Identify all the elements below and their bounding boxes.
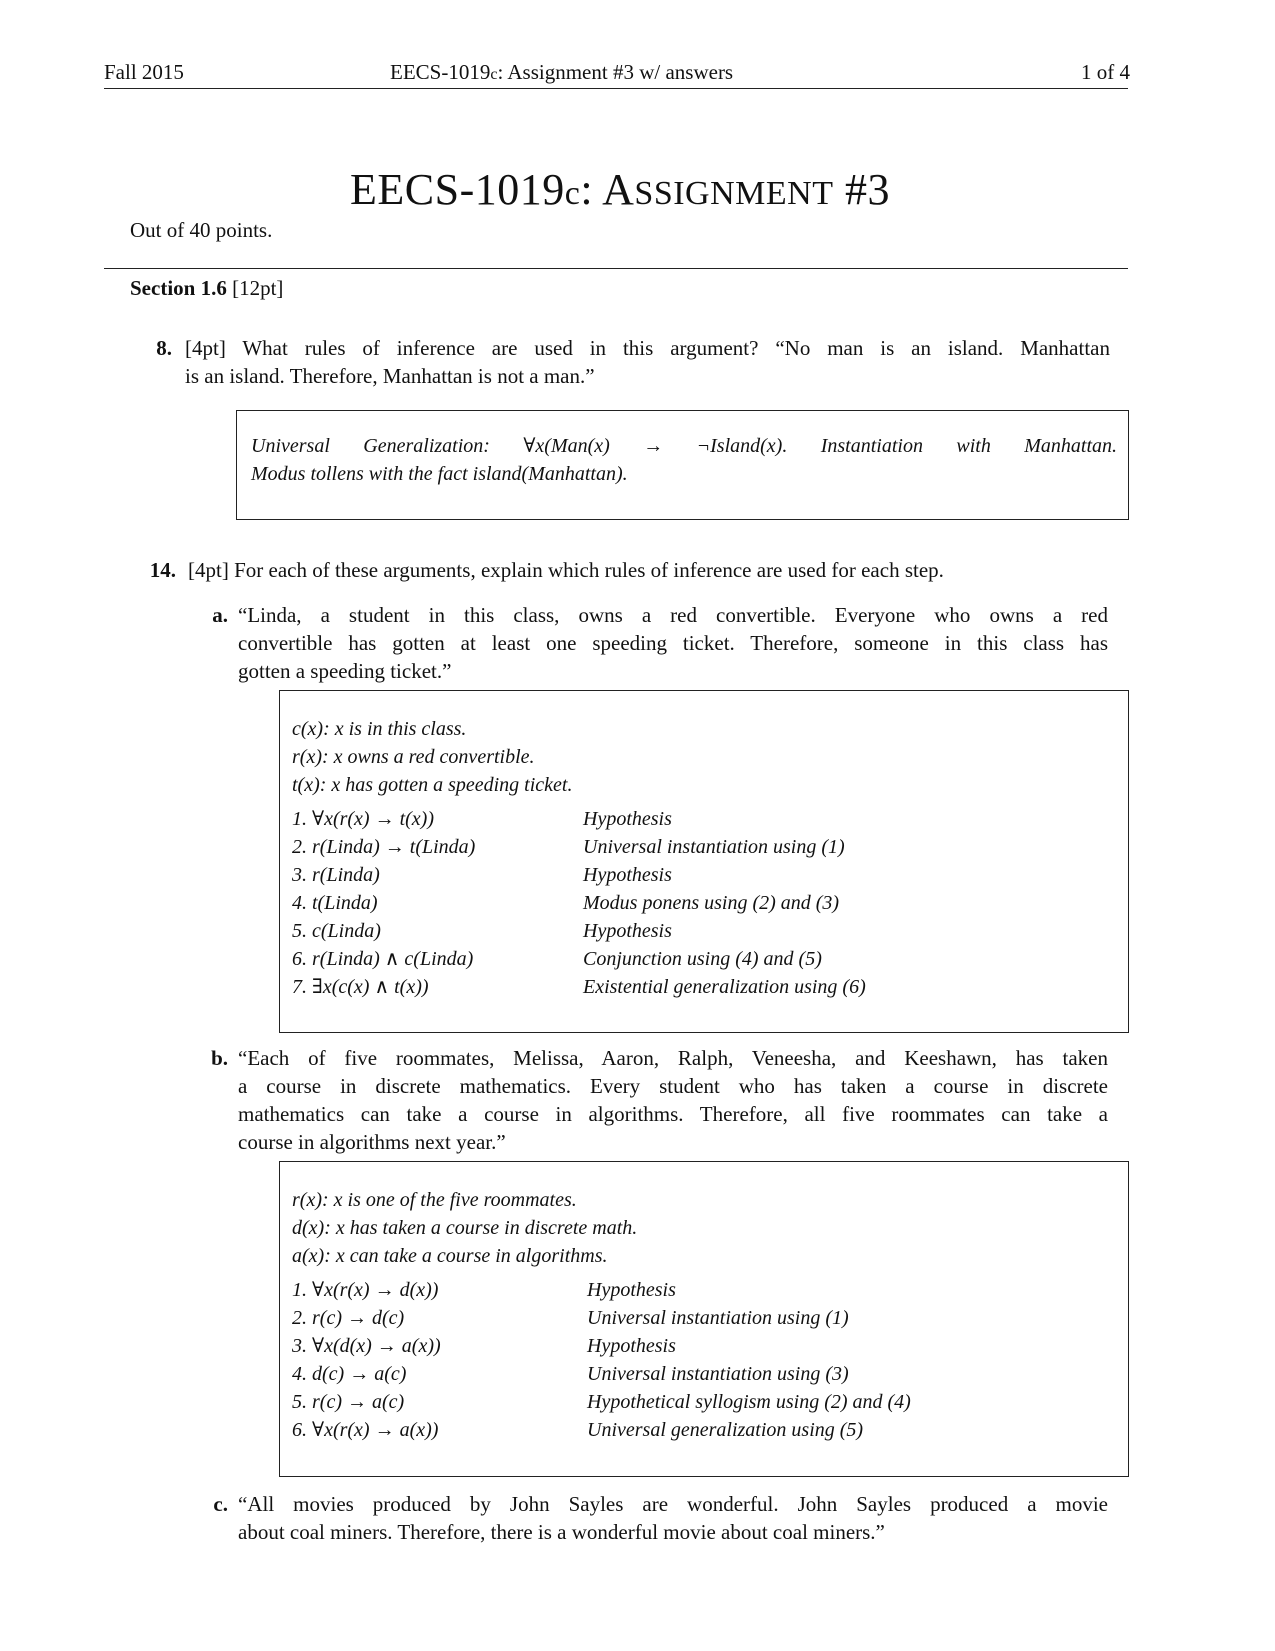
proof-reason: Universal generalization using (5) (587, 1419, 864, 1441)
title-initial: A (602, 165, 635, 214)
definition-line: r(x): x owns a red convertible. (292, 746, 535, 768)
proof-reason: Existential generalization using (6) (583, 976, 866, 998)
proof-statement: 3. r(Linda) (292, 864, 380, 886)
proof-statement: 7. ∃x(c(x) ∧ t(x)) (292, 976, 429, 998)
proof-reason: Hypothetical syllogism using (2) and (4) (587, 1391, 911, 1413)
section-label: Section 1.6 (130, 276, 227, 300)
title-rest: SSIGNMENT (634, 175, 834, 212)
title-number: #3 (833, 165, 890, 214)
section-divider (104, 268, 1128, 269)
proof-reason: Conjunction using (4) and (5) (583, 948, 822, 970)
part-a-label: a. (212, 603, 228, 627)
part-c-line: “All movies produced by John Sayles are wonderful. John Sayles produced a movie (238, 1492, 1108, 1516)
proof-reason: Hypothesis (587, 1335, 676, 1357)
header-course-title (390, 58, 850, 89)
part-c-text (238, 1490, 1108, 1546)
part-c-line: about coal miners. Therefore, there is a wonderful movie about coal miners.” (238, 1520, 885, 1544)
answer-q8-line: Modus tollens with the fact island(Manhattan). (251, 463, 628, 485)
part-b-line: course in algorithms next year.” (238, 1130, 506, 1154)
proof-statement: 2. r(c) → d(c) (292, 1307, 405, 1329)
question-8-line: is an island. Therefore, Manhattan is not a man.” (185, 364, 595, 388)
proof-statement: 1. ∀x(r(x) → d(x)) (292, 1279, 439, 1301)
question-14-number: 14. (149, 558, 176, 582)
definition-line: d(x): x has taken a course in discrete math. (292, 1217, 638, 1239)
section-points: [12pt] (232, 276, 284, 300)
proof-reason: Hypothesis (587, 1279, 676, 1301)
header-assignment: : Assignment #3 w/ answers (497, 60, 734, 84)
definition-line: c(x): x is in this class. (292, 718, 467, 740)
proof-statement: 6. ∀x(r(x) → a(x)) (292, 1419, 439, 1441)
question-8-number: 8. (156, 336, 172, 360)
answer-box-14b (279, 1161, 1129, 1477)
proof-reason: Hypothesis (583, 920, 672, 942)
proof-reason: Modus ponens using (2) and (3) (583, 892, 840, 914)
question-8-line: [4pt] What rules of inference are used in this argument? “No man is an island. Manhattan (185, 336, 1110, 360)
part-a-line: gotten a speeding ticket.” (238, 659, 452, 683)
answer-box-14a (279, 690, 1129, 1033)
header-course-code: EECS-1019 (390, 60, 491, 84)
header-term: Fall 2015 (104, 60, 184, 84)
proof-reason: Universal instantiation using (3) (587, 1363, 849, 1385)
page-title (0, 162, 1240, 222)
answer-q8-line: Universal Generalization: ∀x(Man(x) → ¬Island(x). Instantiation with Manhattan. (251, 435, 1117, 457)
proof-statement: 3. ∀x(d(x) → a(x)) (292, 1335, 441, 1357)
question-14-text: [4pt] For each of these arguments, explain which rules of inference are used for each step. (188, 558, 944, 582)
question-8-text (185, 334, 1110, 390)
part-a-line: convertible has gotten at least one speeding ticket. Therefore, someone in this class has (238, 631, 1108, 655)
proof-statement: 6. r(Linda) ∧ c(Linda) (292, 948, 474, 970)
answer-box-q8 (236, 410, 1129, 520)
part-a-line: “Linda, a student in this class, owns a red convertible. Everyone who owns a red (238, 603, 1108, 627)
proof-statement: 4. t(Linda) (292, 892, 378, 914)
part-b-label: b. (211, 1046, 228, 1070)
title-colon: : (580, 165, 603, 214)
header-course-suffix: c (490, 66, 498, 83)
title-suffix: c (564, 175, 581, 212)
proof-statement: 4. d(c) → a(c) (292, 1363, 407, 1385)
definition-line: r(x): x is one of the five roommates. (292, 1189, 577, 1211)
proof-statement: 5. r(c) → a(c) (292, 1391, 405, 1413)
part-b-text (238, 1044, 1108, 1156)
proof-statement: 1. ∀x(r(x) → t(x)) (292, 808, 435, 830)
proof-reason: Universal instantiation using (1) (587, 1307, 849, 1329)
part-b-line: mathematics can take a course in algorithms. Therefore, all five roommates can take a (238, 1102, 1108, 1126)
title-code: EECS-1019 (350, 165, 565, 214)
part-b-line: a course in discrete mathematics. Every student who has taken a course in discrete (238, 1074, 1108, 1098)
part-c-label: c. (213, 1492, 228, 1516)
definition-line: a(x): x can take a course in algorithms. (292, 1245, 608, 1267)
part-a-text (238, 601, 1108, 685)
proof-reason: Universal instantiation using (1) (583, 836, 845, 858)
section-heading (130, 276, 283, 301)
proof-statement: 5. c(Linda) (292, 920, 381, 942)
header-page-number: 1 of 4 (1081, 60, 1130, 84)
proof-reason: Hypothesis (583, 808, 672, 830)
proof-statement: 2. r(Linda) → t(Linda) (292, 836, 476, 858)
definition-line: t(x): x has gotten a speeding ticket. (292, 774, 573, 796)
part-b-line: “Each of five roommates, Melissa, Aaron, Ralph, Veneesha, and Keeshawn, has taken (238, 1046, 1108, 1070)
proof-reason: Hypothesis (583, 864, 672, 886)
points-intro: Out of 40 points. (130, 218, 273, 242)
header-divider (104, 88, 1128, 89)
